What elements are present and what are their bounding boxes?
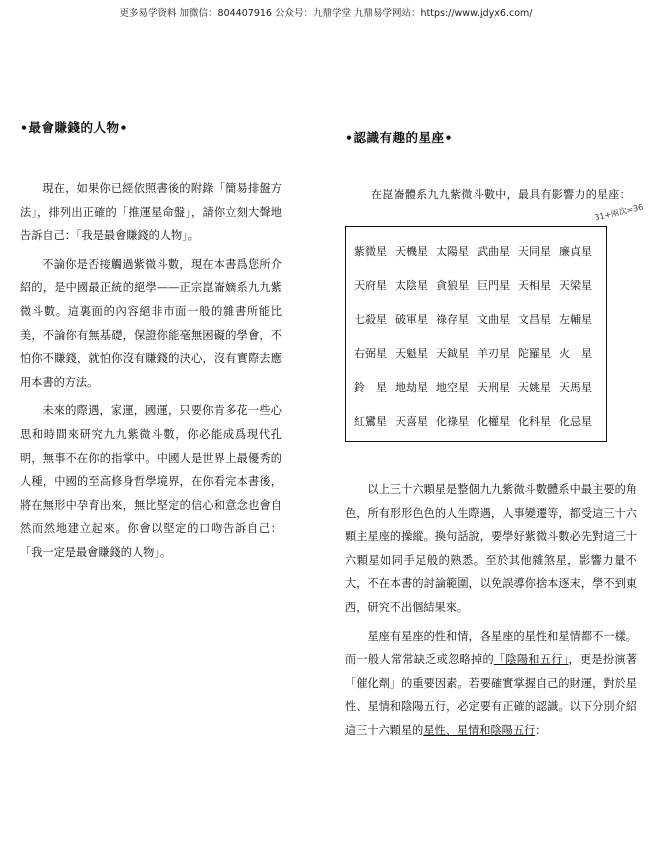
star-cell: 右弼星 <box>354 347 387 360</box>
star-cell: 地空星 <box>436 381 469 394</box>
paragraph-2: 不論你是否接觸過紫微斗數，現在本書爲您所介紹的，是中國最正統的絕學——正宗崑崙嫡系九九紫微斗數。這裏面的內容絕非市面一般的雜書所能比美，不論你有無基礎，保證你能毫無困礙的學會，不怕你不賺錢，就怕你沒有賺錢的決心，沒有實際去應用本書的方法。 <box>20 257 282 389</box>
star-cell: 天喜星 <box>395 415 428 428</box>
star-cell: 貪狼星 <box>436 279 469 292</box>
star-table <box>345 226 607 442</box>
underlined-yinyang: 「陰陽和五行」 <box>493 653 569 667</box>
star-cell: 太陰星 <box>395 279 428 292</box>
right-column <box>345 128 637 202</box>
star-cell: 破軍星 <box>395 313 428 326</box>
star-cell: 天魁星 <box>395 347 428 360</box>
text-segment: ： <box>535 723 547 737</box>
star-cell: 天機星 <box>395 245 428 258</box>
right-body <box>345 478 637 743</box>
star-cell: 化科星 <box>518 415 551 428</box>
star-cell: 天馬星 <box>559 381 592 394</box>
paragraph-3: 未來的際遇，家運，國運，只要你肯多花一些心思和時間來研究九九紫微斗數，你必能成爲現代孔明，無事不在你的指掌中。中國人是世界上最優秀的人種，中國的至高修身哲學境界，在你看完本書後，將在無形中孕育出來，無比堅定的信心和意念也會自然而然地建立起來。你會以堅定的口吻告訴自己：「我一定是最會賺錢的人物」。 <box>20 404 282 559</box>
star-cell: 化忌星 <box>559 415 592 428</box>
watermark-header: 更多易学资料 加微信：804407916 公众号：九鼎学堂 九鼎易学网站：https://www.jdyx6.com/ <box>119 8 533 19</box>
star-cell: 鈴 星 <box>354 381 387 394</box>
star-cell: 祿存星 <box>436 313 469 326</box>
paragraph-1: 現在，如果你已經依照書後的附錄「簡易排盤方法」，排列出正確的「推運星命盤」，請你立刻大聲地告訴自己：「我是最會賺錢的人物」。 <box>20 182 282 243</box>
star-cell: 文昌星 <box>518 313 551 326</box>
star-cell: 天府星 <box>354 279 387 292</box>
paragraph-stars-summary: 以上三十六顆星是整個九九紫微斗數體系中最主要的角色，所有形形色色的人生際遇，人事變遷等，都受這三十六顆主星座的操縱。換句話說，要學好紫微斗數必先對這三十六顆星如同手足般的熟悉。至於其他雜煞星，影響力量不大，不在本書的討論範圍，以免誤導你捨本逐末，學不到東西，研究不出個結果來。 <box>345 483 637 614</box>
star-cell: 文曲星 <box>477 313 510 326</box>
star-cell: 天相星 <box>518 279 551 292</box>
handwritten-annotation: 31+兩次=36 <box>593 202 645 223</box>
underlined-star-properties: 星性、星情和陰陽五行 <box>423 723 536 737</box>
star-cell: 紫微星 <box>354 245 387 258</box>
star-cell: 紅鸞星 <box>354 415 387 428</box>
star-cell: 七殺星 <box>354 313 387 326</box>
text-segment: ，更是扮演著「催化劑」的重要因素。若要確實掌握自己的財運，對於星性、星情和陰陽五行，必定要有正確的認識。以下分別介紹這三十六顆星的 <box>345 653 637 737</box>
stars-intro: 在崑崙體系九九紫微斗數中，最具有影響力的星座： <box>371 188 631 201</box>
section-title-stars: •認識有趣的星座• <box>345 130 453 145</box>
section-title-money: •最會賺錢的人物• <box>20 120 128 135</box>
text-segment: 星座有星座的性和情，各星座的星性和星情都不一樣。而一般人常常缺乏或忽略掉的 <box>345 629 637 667</box>
star-cell: 陀羅星 <box>518 347 551 360</box>
star-cell: 左輔星 <box>559 313 592 326</box>
star-cell: 天刑星 <box>477 381 510 394</box>
star-cell: 化權星 <box>477 415 510 428</box>
left-column <box>20 118 282 565</box>
star-cell: 化祿星 <box>436 415 469 428</box>
star-cell: 天鉞星 <box>436 347 469 360</box>
star-cell: 天梁星 <box>559 279 592 292</box>
star-grid <box>354 240 600 434</box>
star-cell: 武曲星 <box>477 245 510 258</box>
star-cell: 太陽星 <box>436 245 469 258</box>
star-cell: 天同星 <box>518 245 551 258</box>
paragraph-star-nature <box>345 625 637 743</box>
star-cell: 火 星 <box>559 347 592 360</box>
star-cell: 地劫星 <box>395 381 428 394</box>
star-cell: 巨門星 <box>477 279 510 292</box>
star-cell: 廉貞星 <box>559 245 592 258</box>
star-cell: 羊刃星 <box>477 347 510 360</box>
star-cell: 天姚星 <box>518 381 551 394</box>
